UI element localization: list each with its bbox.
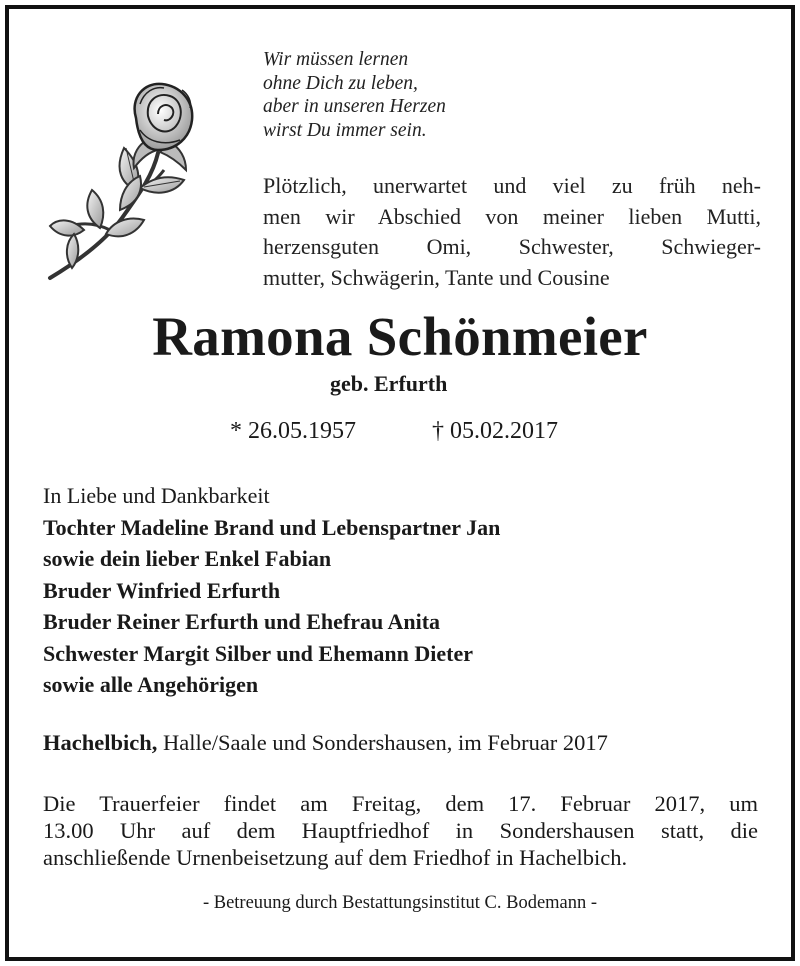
poem-line: ohne Dich zu leben, [263, 72, 418, 94]
signer-line: Bruder Reiner Erfurth und Ehefrau Anita [43, 609, 441, 634]
intro-line: Plötzlich, unerwartet und viel zu früh neh- [263, 173, 761, 198]
intro-text [263, 171, 761, 293]
signers-block [43, 480, 500, 701]
deceased-name: Ramona Schönmeier [152, 306, 648, 367]
maiden-name: geb. Erfurth [330, 371, 448, 396]
signer-line: sowie dein lieber Enkel Fabian [43, 546, 332, 571]
intro-line: herzensguten Omi, Schwester, Schwieger- [263, 234, 761, 259]
place-rest: Halle/Saale und Sondershausen, im Februar 2017 [157, 730, 608, 755]
signer-line: sowie alle Angehörigen [43, 672, 259, 697]
death-date: † 05.02.2017 [432, 418, 558, 444]
poem-line: aber in unseren Herzen [263, 96, 446, 117]
poem [263, 48, 446, 142]
service-line: Die Trauerfeier findet am Freitag, dem 17. Februar 2017, um [43, 791, 758, 816]
signer-line: Tochter Madeline Brand und Lebenspartner Jan [43, 514, 501, 540]
service-info [43, 790, 758, 871]
funeral-home-credit: - Betreuung durch Bestattungsinstitut C. Bodemann - [202, 893, 598, 913]
place-date-line [43, 730, 608, 756]
service-line: 13.00 Uhr auf dem Hauptfriedhof in Sondershausen statt, die [43, 818, 758, 843]
birth-date: * 26.05.1957 [230, 418, 356, 444]
service-line: anschließende Urnenbeisetzung auf dem Friedhof in Hachelbich. [43, 845, 628, 870]
signer-line: Bruder Winfried Erfurth [43, 577, 281, 603]
rose-icon [40, 78, 210, 283]
poem-line: Wir müssen lernen [263, 49, 409, 70]
intro-line: mutter, Schwägerin, Tante und Cousine [263, 264, 610, 290]
intro-line: men wir Abschied von meiner lieben Mutti, [263, 203, 761, 229]
signer-line: Schwester Margit Silber und Ehemann Dieter [43, 640, 473, 666]
place-town: Hachelbich, [43, 730, 158, 755]
poem-line: wirst Du immer sein. [263, 119, 427, 141]
signers-intro: In Liebe und Dankbarkeit [43, 483, 270, 508]
